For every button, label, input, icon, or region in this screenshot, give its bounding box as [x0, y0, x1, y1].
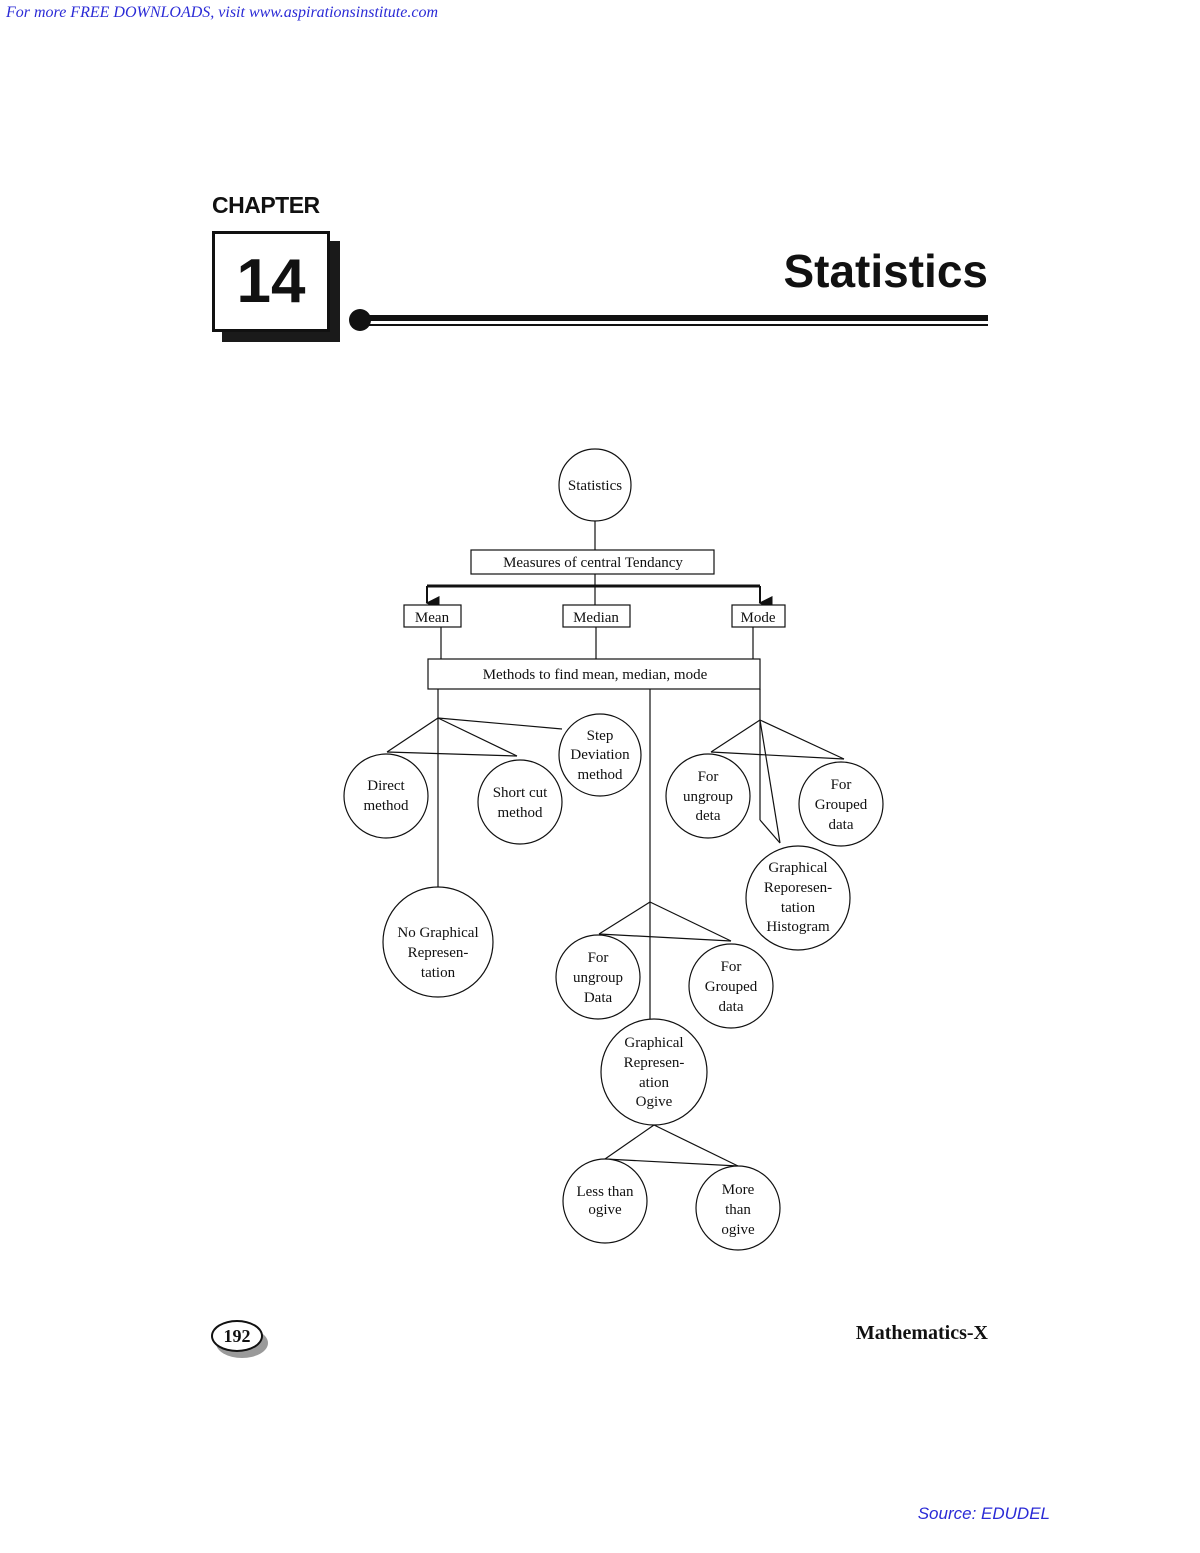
node-mode-ungroup-line3: deta: [695, 808, 721, 824]
node-mode: Mode: [740, 610, 776, 626]
node-median-ungroup-line2: ungroup: [573, 970, 623, 986]
node-direct-method-line2: method: [363, 798, 409, 814]
node-less-than-ogive-line2: ogive: [588, 1202, 622, 1218]
source-note: Source: EDUDEL: [917, 1504, 1050, 1523]
node-median-ungroup-line3: Data: [583, 990, 613, 1006]
node-measures: Measures of central Tendancy: [503, 555, 683, 571]
node-step-deviation-line1: Step: [586, 728, 614, 744]
node-ogive-line4: Ogive: [635, 1094, 673, 1110]
book-title: Mathematics-X: [855, 1322, 988, 1344]
node-less-than-ogive-line1: Less than: [576, 1184, 634, 1200]
node-ogive-line2: Represen-: [623, 1055, 685, 1071]
node-mode-ungroup-line1: For: [697, 769, 719, 785]
node-shortcut-method-line1: Short cut: [492, 785, 548, 801]
node-histogram-line1: Graphical: [768, 860, 828, 876]
chapter-number: 14: [212, 231, 330, 332]
node-direct-method-line1: Direct: [367, 778, 405, 794]
node-ogive-line1: Graphical: [624, 1035, 684, 1051]
node-median-grouped-line3: data: [718, 999, 744, 1015]
node-mean: Mean: [414, 610, 450, 626]
node-step-deviation-line2: Deviation: [570, 747, 630, 763]
node-no-graphical-line1: No Graphical: [397, 925, 479, 941]
node-mode-grouped-line3: data: [828, 817, 854, 833]
node-methods: Methods to find mean, median, mode: [482, 667, 708, 683]
node-median: Median: [573, 610, 619, 626]
node-median-ungroup-line1: For: [587, 950, 609, 966]
node-no-graphical-line3: tation: [420, 965, 456, 981]
node-step-deviation-line3: method: [577, 767, 623, 783]
node-histogram-line2: Reporesen-: [763, 880, 833, 896]
node-mode-grouped-line2: Grouped: [814, 797, 868, 813]
chapter-title: Statistics: [783, 245, 988, 297]
node-median-grouped-line2: Grouped: [704, 979, 758, 995]
node-more-than-ogive-line2: than: [725, 1202, 751, 1218]
node-statistics: Statistics: [567, 478, 623, 494]
node-mode-grouped-line1: For: [830, 777, 852, 793]
node-histogram-line3: tation: [780, 900, 816, 916]
node-no-graphical-line2: Represen-: [407, 945, 469, 961]
download-note: For more FREE DOWNLOADS, visit www.aspirationsinstitute.com: [6, 4, 438, 21]
node-more-than-ogive-line3: ogive: [721, 1222, 755, 1238]
chapter-label: CHAPTER: [212, 192, 320, 218]
node-shortcut-method-line2: method: [497, 805, 543, 821]
node-histogram-line4: Histogram: [766, 919, 830, 935]
node-ogive-line3: ation: [639, 1075, 669, 1091]
page-number: 192: [211, 1320, 263, 1352]
node-median-grouped-line1: For: [720, 959, 742, 975]
node-mode-ungroup-line2: ungroup: [683, 789, 733, 805]
node-more-than-ogive-line1: More: [721, 1182, 755, 1198]
